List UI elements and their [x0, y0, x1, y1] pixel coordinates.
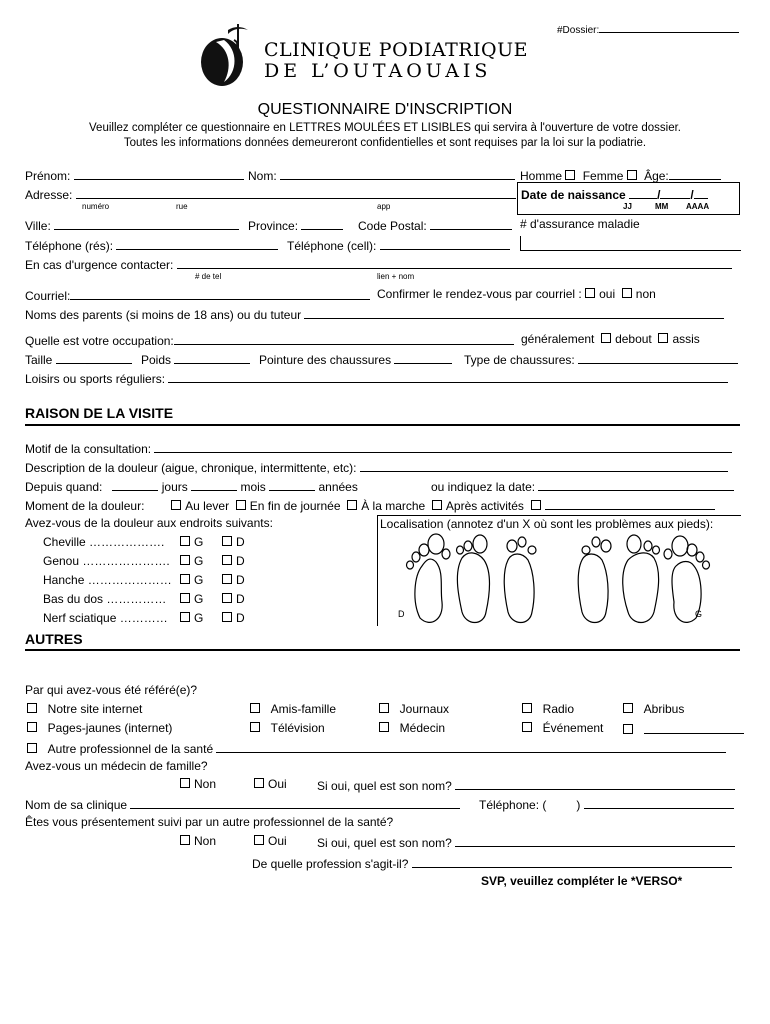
- right-checkbox[interactable]: [222, 593, 232, 603]
- ref-radio-option[interactable]: Radio: [522, 702, 574, 716]
- parents-label: Noms des parents (si moins de 18 ans) ou du tuteur: [25, 308, 302, 322]
- femme-checkbox[interactable]: [627, 170, 637, 180]
- suivi-oui-checkbox[interactable]: [254, 835, 264, 845]
- foot-localisation-area[interactable]: [377, 515, 741, 626]
- tel-cell-label: Téléphone (cell):: [287, 239, 377, 253]
- assurance-input[interactable]: [520, 236, 741, 251]
- jj-hint: JJ: [623, 202, 632, 211]
- suivi-nom-field[interactable]: Si oui, quel est son nom?: [317, 834, 735, 850]
- aaaa-hint: AAAA: [686, 202, 710, 211]
- autre-moment-checkbox[interactable]: [531, 500, 541, 510]
- mm-hint: MM: [655, 202, 669, 211]
- radio-checkbox[interactable]: [522, 703, 532, 713]
- ref-evenement-option[interactable]: Événement: [522, 721, 603, 735]
- pointure-label: Pointure des chaussures: [259, 353, 392, 367]
- suivi-non-option[interactable]: Non: [180, 834, 216, 848]
- taille-label: Taille: [25, 353, 53, 367]
- journaux-checkbox[interactable]: [379, 703, 389, 713]
- foot-right-letter: D: [398, 609, 405, 619]
- adresse-label: Adresse:: [25, 188, 73, 202]
- au-lever-checkbox[interactable]: [171, 500, 181, 510]
- page-title: QUESTIONNAIRE D'INSCRIPTION: [257, 101, 513, 118]
- prenom-field[interactable]: [25, 167, 244, 183]
- type-chaussures-field[interactable]: [464, 351, 738, 367]
- assis-checkbox[interactable]: [658, 333, 668, 343]
- suivi-non-checkbox[interactable]: [180, 835, 190, 845]
- medecin-checkbox[interactable]: [379, 722, 389, 732]
- autre-checkbox[interactable]: [623, 724, 633, 734]
- body-part-label: Bas du dos ……………: [43, 592, 167, 606]
- television-checkbox[interactable]: [250, 722, 260, 732]
- motif-label: Motif de la consultation:: [25, 442, 152, 456]
- body-part-row: Nerf sciatique ………… G D: [43, 611, 245, 625]
- occupation-field[interactable]: [25, 332, 514, 348]
- intro-line-2: Toutes les informations données demeureront confidentielles et sont requises par la loi sur la podiatrie.: [123, 137, 647, 149]
- medecin-non-checkbox[interactable]: [180, 778, 190, 788]
- body-part-label: Genou ………………….: [43, 554, 170, 568]
- dossier-field[interactable]: [557, 20, 739, 36]
- refere-label: Par qui avez-vous été référé(e)?: [25, 683, 198, 697]
- body-part-label: Cheville ……………….: [43, 535, 165, 549]
- moment-douleur[interactable]: Moment de la douleur: Au lever En fin de journée À la marche Après activités: [25, 497, 715, 513]
- app-hint: app: [377, 202, 391, 211]
- left-checkbox[interactable]: [180, 593, 190, 603]
- section-raison-visite: RAISON DE LA VISITE: [25, 405, 174, 421]
- medecin-nom-field[interactable]: Si oui, quel est son nom?: [317, 777, 735, 793]
- femme-label: Femme: [582, 169, 624, 183]
- left-checkbox[interactable]: [180, 612, 190, 622]
- moment-label: Moment de la douleur:: [25, 499, 145, 513]
- autre-pro-checkbox[interactable]: [27, 743, 37, 753]
- urgence-label: En cas d'urgence contacter:: [25, 258, 174, 272]
- left-checkbox[interactable]: [180, 574, 190, 584]
- code-postal-label: Code Postal:: [358, 219, 427, 233]
- confirmer-courriel[interactable]: Confirmer le rendez-vous par courriel : oui non: [377, 287, 656, 301]
- medecin-non-option[interactable]: Non: [180, 777, 216, 791]
- body-part-row: Cheville ………………. G D: [43, 535, 245, 549]
- ref-abribus-option[interactable]: Abribus: [623, 702, 684, 716]
- depuis-label: Depuis quand:: [25, 480, 103, 494]
- date-label: ou indiquez la date:: [431, 480, 536, 494]
- tel-res-label: Téléphone (rés):: [25, 239, 114, 253]
- suivi-oui-option[interactable]: Oui: [254, 834, 287, 848]
- prenom-label: Prénom:: [25, 169, 71, 183]
- ref-autre-option[interactable]: [623, 721, 744, 737]
- numero-hint: numéro: [82, 202, 110, 211]
- motif-field[interactable]: [25, 440, 732, 456]
- clinic-logo-icon: [198, 20, 260, 90]
- ref-journaux-option[interactable]: Journaux: [379, 702, 449, 716]
- adresse-field[interactable]: [25, 186, 516, 202]
- nom-field[interactable]: [248, 167, 515, 183]
- body-part-row: Hanche ………………… G D: [43, 573, 245, 587]
- profession-label: De quelle profession s'agit-il?: [252, 857, 409, 871]
- body-part-row: Genou …………………. G D: [43, 554, 245, 568]
- sex-options[interactable]: [520, 167, 721, 183]
- medecin-oui-option[interactable]: Oui: [254, 777, 287, 791]
- confirmer-non-checkbox[interactable]: [622, 288, 632, 298]
- section-rule: [25, 424, 740, 426]
- clinic-name-line2: DE L’OUTAOUAIS: [264, 60, 492, 82]
- fin-journee-checkbox[interactable]: [236, 500, 246, 510]
- amis-checkbox[interactable]: [250, 703, 260, 713]
- age-label: Âge:: [644, 169, 669, 183]
- ville-label: Ville:: [25, 219, 51, 233]
- courriel-label: Courriel:: [25, 289, 71, 303]
- intro-line-1: Veuillez compléter ce questionnaire en LETTRES MOULÉES ET LISIBLES qui servira à l'ouverture de votre dossier.: [89, 122, 681, 134]
- feet-diagram-icon: [400, 532, 720, 624]
- localisation-label: Localisation (annotez d'un X où sont les problèmes aux pieds):: [380, 517, 714, 531]
- description-label: Description de la douleur (aigue, chronique, intermittente, etc):: [25, 461, 357, 475]
- de-tel-hint: # de tel: [195, 272, 222, 281]
- ref-television-option[interactable]: Télévision: [250, 721, 325, 735]
- loisirs-field[interactable]: [25, 370, 728, 386]
- foot-left-letter: G: [695, 609, 703, 619]
- courriel-field[interactable]: [25, 287, 370, 303]
- depuis-field[interactable]: Depuis quand: jours mois années: [25, 480, 358, 494]
- homme-label: Homme: [520, 169, 563, 183]
- ref-medecin-option[interactable]: Médecin: [379, 721, 445, 735]
- body-part-row: Bas du dos …………… G D: [43, 592, 245, 606]
- urgence-field[interactable]: [25, 256, 732, 272]
- evenement-checkbox[interactable]: [522, 722, 532, 732]
- tel-res-field[interactable]: [25, 237, 278, 253]
- clinique-label: Nom de sa clinique: [25, 798, 128, 812]
- lien-nom-hint: lien + nom: [377, 272, 415, 281]
- pages-jaunes-checkbox[interactable]: [27, 722, 37, 732]
- endroits-label: Avez-vous de la douleur aux endroits suivants:: [25, 516, 273, 530]
- parents-field[interactable]: [25, 306, 724, 322]
- body-part-label: Hanche …………………: [43, 573, 172, 587]
- ref-autre-pro-option[interactable]: Autre professionnel de la santé: [27, 740, 726, 756]
- clinique-field[interactable]: [25, 796, 460, 812]
- confirmer-oui-checkbox[interactable]: [585, 288, 595, 298]
- date-naissance-box[interactable]: Date de naissance / / JJ MM AAAA: [517, 182, 740, 215]
- apres-activites-checkbox[interactable]: [432, 500, 442, 510]
- nom-label: Nom:: [248, 169, 277, 183]
- right-checkbox[interactable]: [222, 574, 232, 584]
- province-label: Province:: [248, 219, 299, 233]
- dob-label: Date de naissance: [521, 188, 626, 202]
- left-checkbox[interactable]: [180, 536, 190, 546]
- section-autres: AUTRES: [25, 631, 83, 647]
- suivi-label: Êtes vous présentement suivi par un autre professionnel de la santé?: [25, 815, 394, 829]
- taille-field[interactable]: [25, 351, 132, 367]
- clinic-name-line1: CLINIQUE PODIATRIQUE: [264, 39, 529, 61]
- verso-note: SVP, veuillez compléter le *VERSO*: [481, 874, 683, 888]
- ville-field[interactable]: [25, 217, 239, 233]
- section-rule: [25, 649, 740, 651]
- site-checkbox[interactable]: [27, 703, 37, 713]
- pointure-field[interactable]: [259, 351, 452, 367]
- posture-options[interactable]: généralement debout assis: [521, 332, 700, 346]
- right-checkbox[interactable]: [222, 536, 232, 546]
- homme-checkbox[interactable]: [565, 170, 575, 180]
- confirmer-label: Confirmer le rendez-vous par courriel :: [377, 287, 582, 301]
- tel-cell-field[interactable]: [287, 237, 510, 253]
- province-field[interactable]: [248, 217, 343, 233]
- debout-checkbox[interactable]: [601, 333, 611, 343]
- body-part-list: [43, 535, 258, 630]
- rue-hint: rue: [176, 202, 188, 211]
- body-part-label: Nerf sciatique …………: [43, 611, 168, 625]
- loisirs-label: Loisirs ou sports réguliers:: [25, 372, 166, 386]
- right-checkbox[interactable]: [222, 612, 232, 622]
- ref-site-option[interactable]: Notre site internet: [27, 702, 142, 716]
- description-field[interactable]: [25, 459, 728, 475]
- dossier-label: #Dossier:: [557, 25, 600, 36]
- right-checkbox[interactable]: [222, 555, 232, 565]
- type-chaussures-label: Type de chaussures:: [464, 353, 575, 367]
- left-checkbox[interactable]: [180, 555, 190, 565]
- profession-field[interactable]: [252, 855, 732, 871]
- ref-amis-option[interactable]: Amis-famille: [250, 702, 336, 716]
- clinique-telephone-field[interactable]: Téléphone: ( ): [479, 796, 734, 812]
- occupation-label: Quelle est votre occupation:: [25, 334, 174, 348]
- abribus-checkbox[interactable]: [623, 703, 633, 713]
- ref-pages-jaunes-option[interactable]: Pages-jaunes (internet): [27, 721, 172, 735]
- medecin-oui-checkbox[interactable]: [254, 778, 264, 788]
- poids-label: Poids: [141, 353, 172, 367]
- a-la-marche-checkbox[interactable]: [347, 500, 357, 510]
- date-field[interactable]: [431, 478, 734, 494]
- code-postal-field[interactable]: [358, 217, 512, 233]
- poids-field[interactable]: [141, 351, 250, 367]
- assurance-label: # d'assurance maladie: [520, 217, 640, 231]
- medecin-famille-label: Avez-vous un médecin de famille?: [25, 759, 208, 773]
